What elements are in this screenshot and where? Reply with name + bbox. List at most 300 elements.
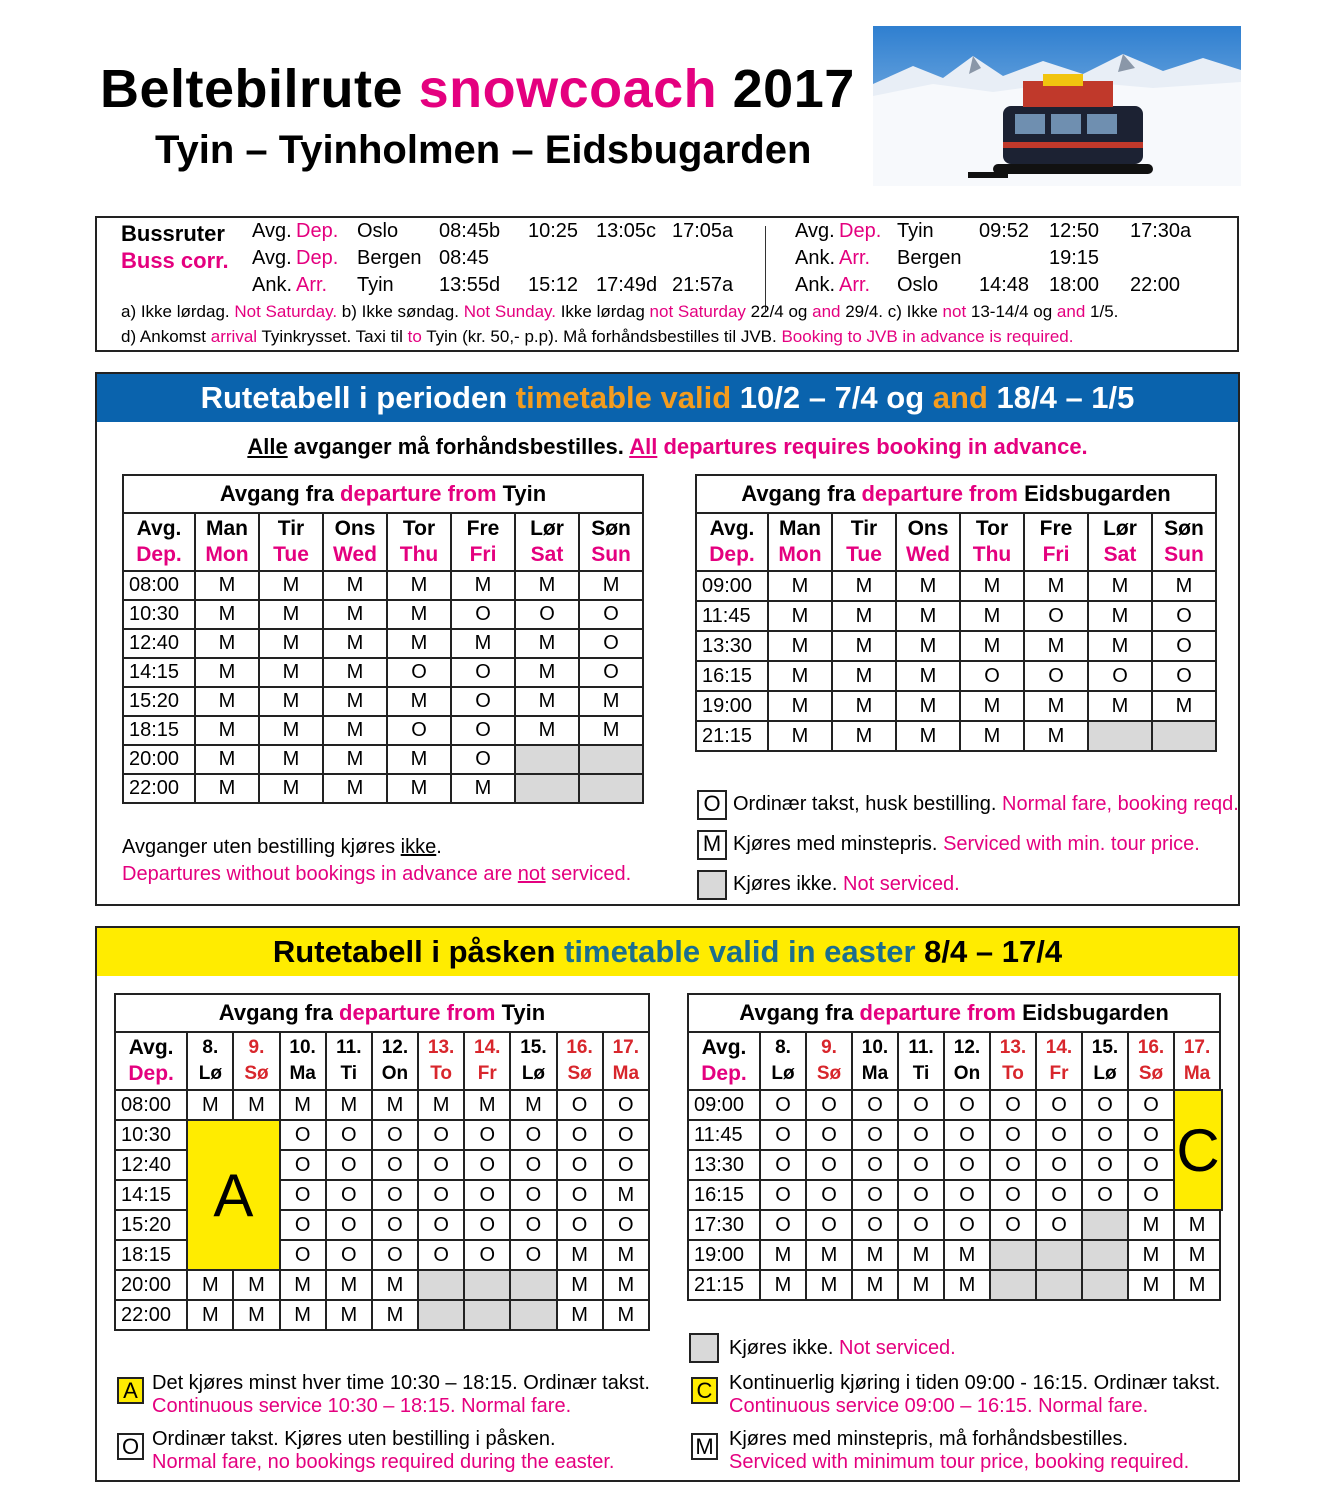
service-cell: O bbox=[944, 1090, 990, 1120]
period-legend-text: Ordinær takst, husk bestilling. Normal fare, booking reqd. bbox=[733, 793, 1239, 815]
service-cell: M bbox=[768, 661, 832, 691]
not-serviced-cell bbox=[1082, 1270, 1128, 1300]
service-cell: O bbox=[1152, 601, 1216, 631]
service-cell: O bbox=[418, 1150, 464, 1180]
service-cell: M bbox=[280, 1090, 326, 1120]
service-cell: O bbox=[852, 1210, 898, 1240]
table-title: Avgang fra departure from Tyin bbox=[115, 994, 649, 1032]
bus-left-time: 13:05c bbox=[596, 220, 657, 242]
service-cell: M bbox=[557, 1270, 603, 1300]
table-title: Avgang fra departure from Eidsbugarden bbox=[688, 994, 1220, 1032]
continuous-service-block-c: C bbox=[1174, 1090, 1222, 1210]
bus-right-label-en: Dep. bbox=[839, 220, 882, 242]
not-serviced-cell bbox=[1036, 1270, 1082, 1300]
bus-right-place: Bergen bbox=[897, 247, 962, 269]
legend-c-no: Kontinuerlig kjøring i tiden 09:00 - 16:15. Ordinær takst. bbox=[729, 1372, 1221, 1394]
service-cell: O bbox=[326, 1120, 372, 1150]
service-cell: M bbox=[195, 658, 259, 687]
service-cell: M bbox=[579, 716, 643, 745]
bus-left-time: 08:45 bbox=[439, 247, 490, 269]
service-cell: O bbox=[280, 1210, 326, 1240]
bus-right-place: Oslo bbox=[897, 274, 939, 296]
continuous-service-block-a: A bbox=[187, 1120, 279, 1270]
table-row bbox=[696, 721, 1216, 751]
service-cell: M bbox=[323, 571, 387, 600]
service-cell: O bbox=[451, 658, 515, 687]
not-serviced-cell bbox=[418, 1300, 464, 1330]
legend-o-box: O bbox=[697, 790, 727, 820]
service-cell: M bbox=[1088, 571, 1152, 601]
service-cell: O bbox=[1036, 1150, 1082, 1180]
service-cell: M bbox=[259, 658, 323, 687]
service-cell: O bbox=[464, 1210, 510, 1240]
dep-column-header: Avg. Dep. bbox=[115, 1032, 187, 1090]
service-cell: M bbox=[1152, 691, 1216, 721]
bus-left-label-en: Dep. bbox=[296, 220, 339, 242]
departure-time: 18:15 bbox=[123, 716, 195, 745]
service-cell: M bbox=[832, 661, 896, 691]
table-row bbox=[123, 600, 643, 629]
service-cell: M bbox=[233, 1090, 279, 1120]
departure-time: 13:30 bbox=[688, 1150, 760, 1180]
not-serviced-cell bbox=[1088, 721, 1152, 751]
service-cell: M bbox=[603, 1180, 649, 1210]
service-cell: M bbox=[806, 1240, 852, 1270]
service-cell: M bbox=[510, 1090, 556, 1120]
bus-left-label-en: Dep. bbox=[296, 247, 339, 269]
service-cell: M bbox=[187, 1270, 233, 1300]
service-cell: M bbox=[896, 721, 960, 751]
not-serviced-cell bbox=[510, 1270, 556, 1300]
easter-eidsbugarden-table bbox=[687, 993, 1223, 1301]
day-header: 8. Lø bbox=[760, 1032, 806, 1090]
table-row bbox=[115, 1300, 649, 1330]
service-cell: M bbox=[280, 1270, 326, 1300]
day-header: 17. Ma bbox=[603, 1032, 649, 1090]
departure-time: 14:15 bbox=[115, 1180, 187, 1210]
service-cell: M bbox=[579, 687, 643, 716]
table-title: Avgang fra departure from Tyin bbox=[123, 475, 643, 513]
service-cell: O bbox=[326, 1150, 372, 1180]
service-cell: O bbox=[990, 1210, 1036, 1240]
service-cell: M bbox=[515, 629, 579, 658]
service-cell: M bbox=[195, 745, 259, 774]
service-cell: M bbox=[896, 631, 960, 661]
service-cell: O bbox=[1152, 631, 1216, 661]
service-cell: O bbox=[806, 1120, 852, 1150]
bus-left-label-no: Avg. bbox=[252, 220, 292, 242]
service-cell: O bbox=[603, 1210, 649, 1240]
service-cell: O bbox=[852, 1120, 898, 1150]
legend-o-en: Normal fare, no bookings required during the easter. bbox=[152, 1451, 615, 1473]
service-cell: O bbox=[990, 1090, 1036, 1120]
service-cell: O bbox=[451, 600, 515, 629]
departure-time: 09:00 bbox=[696, 571, 768, 601]
service-cell: O bbox=[280, 1150, 326, 1180]
day-header: 16. Sø bbox=[557, 1032, 603, 1090]
service-cell: O bbox=[1082, 1090, 1128, 1120]
departure-time: 19:00 bbox=[688, 1240, 760, 1270]
period-eidsbugarden-table bbox=[695, 474, 1217, 752]
service-cell: M bbox=[451, 571, 515, 600]
period-heading: Rutetabell i perioden timetable valid 10/2 – 7/4 og and 18/4 – 1/5 bbox=[97, 374, 1238, 422]
departure-time: 10:30 bbox=[115, 1120, 187, 1150]
day-header: Tir Tue bbox=[259, 513, 323, 571]
service-cell: M bbox=[326, 1300, 372, 1330]
service-cell: M bbox=[515, 571, 579, 600]
not-serviced-cell bbox=[990, 1240, 1036, 1270]
bus-right-place: Tyin bbox=[897, 220, 934, 242]
bus-right-time: 22:00 bbox=[1130, 274, 1181, 296]
day-header: Fre Fri bbox=[1024, 513, 1088, 571]
day-header: Lør Sat bbox=[1088, 513, 1152, 571]
service-cell: M bbox=[387, 600, 451, 629]
day-header: Lør Sat bbox=[515, 513, 579, 571]
table-row bbox=[123, 571, 643, 600]
service-cell: O bbox=[1152, 661, 1216, 691]
not-serviced-cell bbox=[1152, 721, 1216, 751]
day-header: Ons Wed bbox=[896, 513, 960, 571]
service-cell: M bbox=[806, 1270, 852, 1300]
service-cell: O bbox=[515, 600, 579, 629]
day-header: Ons Wed bbox=[323, 513, 387, 571]
service-cell: M bbox=[960, 721, 1024, 751]
service-cell: M bbox=[387, 745, 451, 774]
table-row bbox=[696, 661, 1216, 691]
service-cell: M bbox=[326, 1090, 372, 1120]
service-cell: O bbox=[1024, 601, 1088, 631]
service-cell: M bbox=[1152, 571, 1216, 601]
service-cell: O bbox=[760, 1180, 806, 1210]
departure-time: 22:00 bbox=[115, 1300, 187, 1330]
day-header: Tor Thu bbox=[387, 513, 451, 571]
table-row bbox=[123, 774, 643, 803]
service-cell: M bbox=[603, 1300, 649, 1330]
service-cell: O bbox=[451, 716, 515, 745]
service-cell: O bbox=[387, 658, 451, 687]
service-cell: M bbox=[326, 1270, 372, 1300]
service-cell: O bbox=[852, 1180, 898, 1210]
service-cell: M bbox=[852, 1240, 898, 1270]
service-cell: O bbox=[326, 1210, 372, 1240]
service-cell: O bbox=[603, 1120, 649, 1150]
departure-time: 18:15 bbox=[115, 1240, 187, 1270]
service-cell: O bbox=[510, 1150, 556, 1180]
booking-note: Alle avganger må forhåndsbestilles. All departures requires booking in advance. bbox=[247, 434, 1088, 459]
service-cell: M bbox=[960, 601, 1024, 631]
legend-m-en: Serviced with minimum tour price, booking required. bbox=[729, 1451, 1190, 1473]
service-cell: O bbox=[464, 1120, 510, 1150]
day-header: 9. Sø bbox=[233, 1032, 279, 1090]
not-serviced-cell bbox=[510, 1300, 556, 1330]
service-cell: O bbox=[1082, 1180, 1128, 1210]
service-cell: O bbox=[418, 1120, 464, 1150]
service-cell: M bbox=[1174, 1240, 1220, 1270]
service-cell: O bbox=[1024, 661, 1088, 691]
service-cell: O bbox=[451, 745, 515, 774]
table-row bbox=[688, 1150, 1222, 1180]
day-header: Man Mon bbox=[768, 513, 832, 571]
service-cell: M bbox=[768, 631, 832, 661]
service-cell: O bbox=[464, 1240, 510, 1270]
service-cell: O bbox=[760, 1210, 806, 1240]
departure-time: 12:40 bbox=[123, 629, 195, 658]
service-cell: O bbox=[557, 1120, 603, 1150]
service-cell: O bbox=[280, 1240, 326, 1270]
bus-right-time: 14:48 bbox=[979, 274, 1030, 296]
table-row bbox=[123, 658, 643, 687]
table-row bbox=[123, 629, 643, 658]
service-cell: M bbox=[603, 1270, 649, 1300]
service-cell: O bbox=[944, 1150, 990, 1180]
legend-m-no: Kjøres med minstepris, må forhåndsbestilles. bbox=[729, 1428, 1129, 1450]
service-cell: M bbox=[898, 1240, 944, 1270]
bus-right-time: 12:50 bbox=[1049, 220, 1100, 242]
service-cell: O bbox=[326, 1240, 372, 1270]
day-header: 15. Lø bbox=[510, 1032, 556, 1090]
service-cell: O bbox=[1088, 661, 1152, 691]
departure-time: 15:20 bbox=[123, 687, 195, 716]
bus-corr-label: Buss corr. bbox=[121, 248, 229, 273]
day-header: Man Mon bbox=[195, 513, 259, 571]
service-cell: O bbox=[1036, 1210, 1082, 1240]
bus-left-label-no: Ank. bbox=[252, 274, 293, 296]
service-cell: M bbox=[195, 774, 259, 803]
not-serviced-cell bbox=[1082, 1210, 1128, 1240]
table-row bbox=[115, 1270, 649, 1300]
service-cell: O bbox=[944, 1120, 990, 1150]
day-header: 15. Lø bbox=[1082, 1032, 1128, 1090]
service-cell: O bbox=[1036, 1090, 1082, 1120]
service-cell: O bbox=[1082, 1150, 1128, 1180]
service-cell: O bbox=[464, 1180, 510, 1210]
departure-time: 13:30 bbox=[696, 631, 768, 661]
easter-section bbox=[95, 926, 1240, 1482]
period-tyin-table bbox=[122, 474, 644, 804]
service-cell: M bbox=[579, 571, 643, 600]
page-title: Beltebilrute snowcoach 2017 bbox=[100, 59, 855, 119]
service-cell: O bbox=[898, 1120, 944, 1150]
service-cell: M bbox=[387, 629, 451, 658]
service-cell: M bbox=[387, 774, 451, 803]
dep-column-header: Avg. Dep. bbox=[696, 513, 768, 571]
page-subtitle: Tyin – Tyinholmen – Eidsbugarden bbox=[155, 128, 812, 172]
service-cell: M bbox=[259, 716, 323, 745]
day-header: 10. Ma bbox=[280, 1032, 326, 1090]
service-cell: M bbox=[1024, 631, 1088, 661]
easter-tyin-table bbox=[114, 993, 650, 1331]
bus-left-time: 15:12 bbox=[528, 274, 579, 296]
service-cell: O bbox=[806, 1180, 852, 1210]
service-cell: O bbox=[372, 1240, 418, 1270]
bus-note-1: a) Ikke lørdag. Not Saturday. b) Ikke søndag. Not Sunday. Ikke lørdag not Saturday 22/4 og and 29/4. c) Ikke not 13-14/4 og and 1/5. bbox=[121, 302, 1119, 321]
day-header: Søn Sun bbox=[579, 513, 643, 571]
service-cell: M bbox=[387, 687, 451, 716]
service-cell: O bbox=[1128, 1120, 1174, 1150]
service-cell: M bbox=[259, 687, 323, 716]
departure-time: 09:00 bbox=[688, 1090, 760, 1120]
day-header: 11. Ti bbox=[898, 1032, 944, 1090]
service-cell: M bbox=[187, 1090, 233, 1120]
table-title: Avgang fra departure from Eidsbugarden bbox=[696, 475, 1216, 513]
table-row bbox=[688, 1090, 1222, 1120]
bus-left-place: Oslo bbox=[357, 220, 399, 242]
service-cell: O bbox=[280, 1120, 326, 1150]
service-cell: M bbox=[1128, 1210, 1174, 1240]
day-header: 16. Sø bbox=[1128, 1032, 1174, 1090]
day-header: 8. Lø bbox=[187, 1032, 233, 1090]
legend-a-box: A bbox=[117, 1377, 144, 1404]
service-cell: M bbox=[323, 658, 387, 687]
departure-time: 19:00 bbox=[696, 691, 768, 721]
service-cell: M bbox=[603, 1240, 649, 1270]
service-cell: M bbox=[259, 571, 323, 600]
not-serviced-cell bbox=[579, 774, 643, 803]
service-cell: O bbox=[1128, 1090, 1174, 1120]
bus-left-time: 13:55d bbox=[439, 274, 501, 296]
day-header: 13. To bbox=[990, 1032, 1036, 1090]
legend-c-en: Continuous service 09:00 – 16:15. Normal fare. bbox=[729, 1395, 1149, 1417]
service-cell: M bbox=[832, 691, 896, 721]
bus-right-label-en: Arr. bbox=[839, 247, 871, 269]
service-cell: O bbox=[579, 658, 643, 687]
service-cell: O bbox=[510, 1180, 556, 1210]
service-cell: M bbox=[259, 629, 323, 658]
bus-right-label-en: Arr. bbox=[839, 274, 871, 296]
dep-column-header: Avg. Dep. bbox=[123, 513, 195, 571]
service-cell: O bbox=[372, 1210, 418, 1240]
service-cell: M bbox=[1088, 601, 1152, 631]
service-cell: M bbox=[1174, 1210, 1220, 1240]
service-cell: O bbox=[510, 1240, 556, 1270]
service-cell: O bbox=[418, 1210, 464, 1240]
service-cell: M bbox=[1128, 1240, 1174, 1270]
dep-column-header: Avg. Dep. bbox=[688, 1032, 760, 1090]
table-row bbox=[696, 631, 1216, 661]
service-cell: M bbox=[960, 691, 1024, 721]
legend-m-box: M bbox=[697, 830, 727, 860]
service-cell: M bbox=[259, 774, 323, 803]
table-row bbox=[696, 601, 1216, 631]
day-header: 17. Ma bbox=[1174, 1032, 1220, 1090]
bus-divider bbox=[765, 226, 766, 312]
service-cell: M bbox=[259, 745, 323, 774]
service-cell: O bbox=[898, 1180, 944, 1210]
bus-right-time: 17:30a bbox=[1130, 220, 1192, 242]
service-cell: O bbox=[557, 1180, 603, 1210]
service-cell: O bbox=[557, 1150, 603, 1180]
service-cell: O bbox=[579, 629, 643, 658]
snowcoach-photo bbox=[873, 26, 1241, 186]
departure-time: 17:30 bbox=[688, 1210, 760, 1240]
period-note-en: Departures without bookings in advance are not serviced. bbox=[122, 863, 632, 885]
service-cell: O bbox=[372, 1180, 418, 1210]
not-serviced-cell bbox=[515, 774, 579, 803]
not-serviced-cell bbox=[579, 745, 643, 774]
not-serviced-cell bbox=[464, 1270, 510, 1300]
service-cell: M bbox=[896, 691, 960, 721]
period-note-no: Avganger uten bestilling kjøres ikke. bbox=[122, 836, 442, 858]
departure-time: 20:00 bbox=[123, 745, 195, 774]
service-cell: M bbox=[323, 629, 387, 658]
not-serviced-cell bbox=[515, 745, 579, 774]
not-serviced-cell bbox=[418, 1270, 464, 1300]
service-cell: O bbox=[806, 1210, 852, 1240]
departure-time: 20:00 bbox=[115, 1270, 187, 1300]
day-header: Søn Sun bbox=[1152, 513, 1216, 571]
table-row bbox=[696, 571, 1216, 601]
service-cell: O bbox=[852, 1150, 898, 1180]
bus-right-time: 19:15 bbox=[1049, 247, 1100, 269]
service-cell: O bbox=[760, 1090, 806, 1120]
legend-o-no: Ordinær takst. Kjøres uten bestilling i påsken. bbox=[152, 1428, 556, 1450]
table-row bbox=[123, 687, 643, 716]
bus-left-time: 17:05a bbox=[672, 220, 734, 242]
service-cell: M bbox=[387, 571, 451, 600]
service-cell: M bbox=[896, 661, 960, 691]
service-cell: M bbox=[372, 1090, 418, 1120]
service-cell: O bbox=[510, 1120, 556, 1150]
service-cell: M bbox=[280, 1300, 326, 1330]
departure-time: 14:15 bbox=[123, 658, 195, 687]
service-cell: M bbox=[259, 600, 323, 629]
service-cell: M bbox=[1174, 1270, 1220, 1300]
table-row bbox=[123, 716, 643, 745]
table-row bbox=[688, 1120, 1222, 1150]
service-cell: M bbox=[557, 1240, 603, 1270]
departure-time: 11:45 bbox=[688, 1120, 760, 1150]
service-cell: O bbox=[579, 600, 643, 629]
service-cell: M bbox=[451, 629, 515, 658]
table-row bbox=[696, 691, 1216, 721]
service-cell: O bbox=[557, 1210, 603, 1240]
service-cell: O bbox=[510, 1210, 556, 1240]
day-header: 10. Ma bbox=[852, 1032, 898, 1090]
day-header: Tir Tue bbox=[832, 513, 896, 571]
service-cell: O bbox=[1036, 1120, 1082, 1150]
day-header: 14. Fr bbox=[1036, 1032, 1082, 1090]
legend-a-en: Continuous service 10:30 – 18:15. Normal fare. bbox=[152, 1395, 572, 1417]
service-cell: O bbox=[960, 661, 1024, 691]
bus-right-time: 09:52 bbox=[979, 220, 1030, 242]
service-cell: M bbox=[896, 571, 960, 601]
bus-left-place: Tyin bbox=[357, 274, 394, 296]
service-cell: O bbox=[464, 1150, 510, 1180]
day-header: 12. On bbox=[944, 1032, 990, 1090]
service-cell: M bbox=[768, 721, 832, 751]
bus-right-time: 18:00 bbox=[1049, 274, 1100, 296]
service-cell: M bbox=[832, 631, 896, 661]
departure-time: 16:15 bbox=[696, 661, 768, 691]
service-cell: M bbox=[464, 1090, 510, 1120]
legend-o-box: O bbox=[117, 1433, 144, 1460]
service-cell: M bbox=[898, 1270, 944, 1300]
service-cell: M bbox=[418, 1090, 464, 1120]
service-cell: O bbox=[451, 687, 515, 716]
service-cell: M bbox=[451, 774, 515, 803]
departure-time: 15:20 bbox=[115, 1210, 187, 1240]
bus-note-2: d) Ankomst arrival Tyinkrysset. Taxi til to Tyin (kr. 50,- p.p). Må forhåndsbestilles til JVB. Booking to JVB in advance is required. bbox=[121, 327, 1074, 346]
service-cell: M bbox=[768, 601, 832, 631]
legend-grey-box bbox=[689, 1333, 719, 1363]
period-section bbox=[95, 372, 1240, 906]
departure-time: 08:00 bbox=[123, 571, 195, 600]
day-header: 13. To bbox=[418, 1032, 464, 1090]
service-cell: O bbox=[326, 1180, 372, 1210]
service-cell: M bbox=[195, 687, 259, 716]
service-cell: M bbox=[760, 1270, 806, 1300]
bus-left-time: 10:25 bbox=[528, 220, 579, 242]
